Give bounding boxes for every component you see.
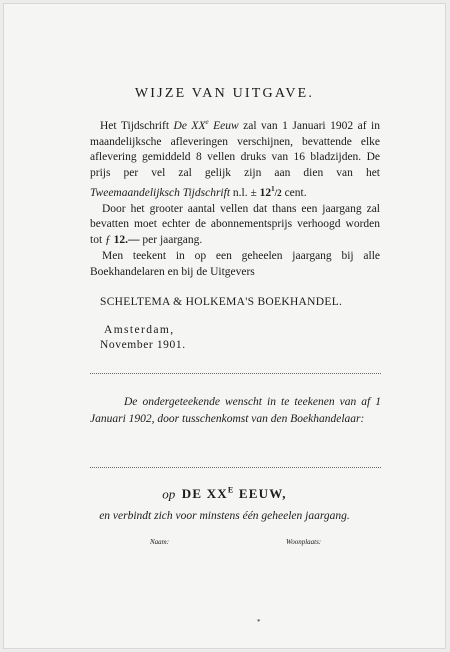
paragraph-publication xyxy=(90,115,380,202)
body-text xyxy=(90,115,380,281)
publication-place: Amsterdam, xyxy=(104,324,175,336)
currency-sign: ƒ xyxy=(105,234,111,247)
magazine-title: De XXe Eeuw xyxy=(173,118,239,132)
name-field-label[interactable]: Naam: xyxy=(150,538,170,546)
paragraph-text: Door het grooter aantal vellen dat thans een jaargang zal bevatten moet echter de abonnementsprijs verhoogd worden tot xyxy=(90,202,380,247)
prefix-text: op xyxy=(162,486,176,502)
subscription-amount: 12.— xyxy=(113,234,140,247)
printer-mark: * xyxy=(257,618,261,626)
dotted-divider xyxy=(90,467,381,468)
publication-date: November 1901. xyxy=(100,339,186,351)
paragraph-text: cent. xyxy=(281,186,307,199)
paragraph-subscribe: Men teekent in op een geheelen jaargang bij alle Boekhandelaren en bij de Uitgevers xyxy=(90,250,380,278)
page-title: WIJZE VAN UITGAVE. xyxy=(134,86,315,101)
residence-field-label[interactable]: Woonplaats: xyxy=(286,538,322,546)
paragraph-price xyxy=(90,202,380,249)
magazine-name: DE $XX^E$ EEUW, xyxy=(181,486,287,502)
paragraph-text: zal van 1 Januari 1902 af in maandelijksche afleveringen verschijnen, bevattende elke aflevering gemiddeld 8 vellen druks van 16 bladzijden. De prijs per vel zal gelijk zijn aan dien van het xyxy=(90,119,380,180)
subscription-declaration: De ondergeteekende wenscht in te teekenen van af 1 Januari 1902, door tusschenkomst van den Boekhandelaar: xyxy=(90,396,381,425)
paragraph-text: per jaargang. xyxy=(139,234,203,247)
reference-title: Tweemaandelijksch Tijdschrift xyxy=(90,186,231,199)
publisher-name: SCHELTEMA & HOLKEMA'S BOEKHANDEL. xyxy=(100,296,343,308)
subscription-magazine-line xyxy=(4,486,445,502)
paragraph-text: n.l. ± xyxy=(230,186,260,199)
price-value: $12^1/2$ xyxy=(259,185,282,199)
commitment-text: en verbindt zich voor minstens één geheelen jaargang. xyxy=(99,510,350,522)
paragraph-text: Het Tijdschrift xyxy=(100,119,174,132)
dotted-divider xyxy=(90,373,381,374)
document-page xyxy=(3,3,446,649)
